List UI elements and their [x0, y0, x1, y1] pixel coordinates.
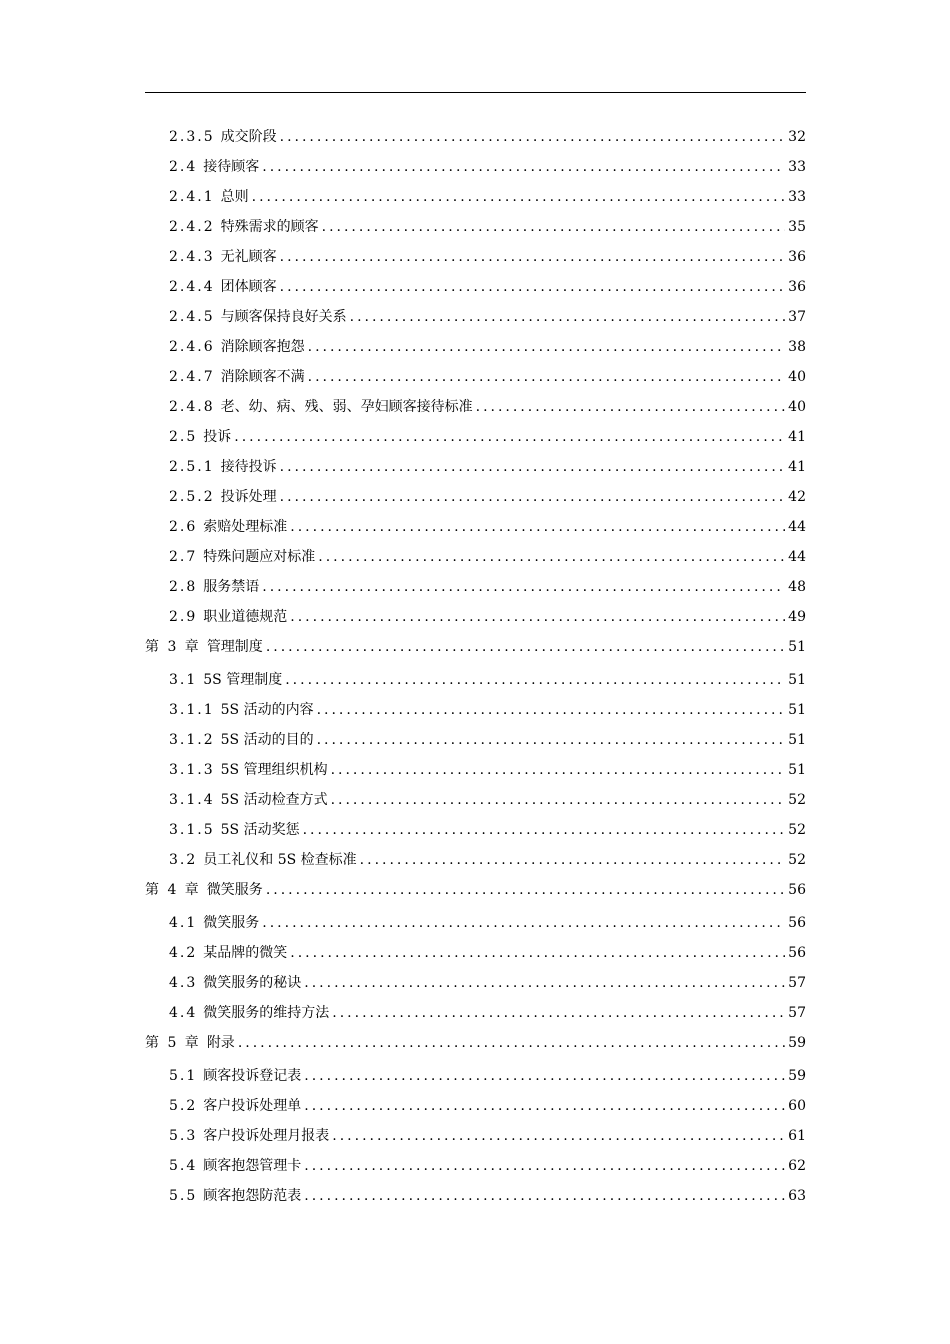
toc-dot-leader [280, 486, 786, 508]
toc-dot-leader [290, 516, 785, 538]
toc-entry-number: 2.8 [169, 579, 198, 595]
toc-entry-title: 无礼顾客 [220, 249, 277, 265]
toc-entry-number: 2.9 [169, 609, 198, 625]
toc-dot-leader [318, 546, 785, 568]
toc-entry-page-number: 49 [788, 609, 806, 625]
toc-dot-leader [266, 879, 785, 901]
toc-entry-number: 2.7 [169, 549, 198, 565]
toc-entry-number: 2.4.5 [169, 309, 215, 325]
toc-entry-page-number: 37 [788, 309, 806, 325]
toc-entry-title: 5S 管理制度 [203, 672, 283, 688]
toc-dot-leader [252, 186, 786, 208]
toc-entry[interactable] [169, 759, 806, 781]
toc-entry-number: 2.4.4 [169, 279, 215, 295]
toc-entry-title: 特殊需求的顾客 [220, 219, 319, 235]
toc-entry-number: 4.3 [169, 975, 198, 991]
toc-entry-page-number: 35 [788, 219, 806, 235]
toc-dot-leader [280, 246, 786, 268]
toc-dot-leader [304, 1065, 785, 1087]
toc-entry-title: 某品牌的微笑 [203, 945, 288, 961]
toc-dot-leader [331, 759, 786, 781]
toc-entry-number: 3.1.1 [169, 702, 215, 718]
toc-entry[interactable] [169, 426, 806, 448]
toc-dot-leader [317, 699, 786, 721]
toc-entry-page-number: 56 [788, 945, 806, 961]
toc-dot-leader [303, 819, 786, 841]
toc-entry-number: 2.4.3 [169, 249, 215, 265]
toc-entry-page-number: 52 [788, 792, 806, 808]
toc-entry-number: 2.5.2 [169, 489, 215, 505]
toc-dot-leader [360, 849, 786, 871]
toc-dot-leader [476, 396, 786, 418]
toc-entry-page-number: 56 [788, 915, 806, 931]
toc-entry[interactable] [145, 1032, 806, 1054]
toc-entry-number: 5.2 [169, 1098, 198, 1114]
toc-entry-page-number: 40 [788, 399, 806, 415]
toc-dot-leader [304, 1185, 785, 1207]
toc-entry-number: 2.4.8 [169, 399, 215, 415]
toc-entry-page-number: 52 [788, 852, 806, 868]
toc-entry-page-number: 51 [788, 639, 806, 655]
toc-entry[interactable] [169, 1065, 806, 1087]
toc-entry-number: 2.4.7 [169, 369, 215, 385]
toc-entry-page-number: 42 [788, 489, 806, 505]
toc-entry[interactable] [169, 186, 806, 208]
toc-dot-leader [262, 156, 785, 178]
toc-entry-number: 3.1 [169, 672, 198, 688]
toc-dot-leader [332, 1125, 785, 1147]
toc-entry[interactable] [169, 1095, 806, 1117]
toc-entry[interactable] [169, 972, 806, 994]
toc-entry[interactable] [145, 636, 806, 658]
toc-dot-leader [290, 606, 785, 628]
toc-dot-leader [304, 972, 785, 994]
toc-entry[interactable] [169, 306, 806, 328]
toc-dot-leader [304, 1155, 785, 1177]
toc-entry-page-number: 38 [788, 339, 806, 355]
toc-entry-title: 消除顾客抱怨 [220, 339, 305, 355]
toc-dot-leader [285, 669, 785, 691]
toc-entry-page-number: 51 [788, 672, 806, 688]
toc-entry-page-number: 52 [788, 822, 806, 838]
toc-entry-page-number: 61 [788, 1128, 806, 1144]
toc-entry-title: 老、幼、病、残、弱、孕妇顾客接待标准 [220, 399, 473, 415]
toc-entry[interactable] [169, 126, 806, 148]
toc-dot-leader [280, 126, 786, 148]
toc-dot-leader [332, 1002, 785, 1024]
toc-entry[interactable] [169, 912, 806, 934]
toc-dot-leader [262, 912, 785, 934]
toc-dot-leader [280, 456, 786, 478]
toc-entry-number: 2.4.2 [169, 219, 215, 235]
toc-entry-title: 投诉 [203, 429, 232, 445]
toc-entry-page-number: 51 [788, 702, 806, 718]
toc-entry[interactable] [169, 366, 806, 388]
toc-entry[interactable] [169, 729, 806, 751]
toc-entry-page-number: 57 [788, 975, 806, 991]
toc-entry-number: 第 3 章 [145, 639, 201, 655]
toc-entry-title: 与顾客保持良好关系 [220, 309, 347, 325]
toc-entry[interactable] [169, 576, 806, 598]
toc-dot-leader [238, 1032, 785, 1054]
toc-entry-page-number: 51 [788, 762, 806, 778]
toc-entry-page-number: 62 [788, 1158, 806, 1174]
toc-entry-title: 顾客抱怨防范表 [203, 1188, 302, 1204]
toc-entry-page-number: 41 [788, 429, 806, 445]
toc-entry-number: 4.1 [169, 915, 198, 931]
toc-entry[interactable] [169, 486, 806, 508]
toc-entry-number: 3.2 [169, 852, 198, 868]
toc-entry-page-number: 32 [788, 129, 806, 145]
toc-entry-title: 5S 活动检查方式 [220, 792, 328, 808]
toc-dot-leader [317, 729, 786, 751]
toc-entry-number: 第 4 章 [145, 882, 201, 898]
toc-entry-title: 附录 [206, 1035, 235, 1051]
toc-entry-number: 5.1 [169, 1068, 198, 1084]
toc-entry[interactable] [169, 276, 806, 298]
toc-entry-page-number: 40 [788, 369, 806, 385]
toc-entry-title: 投诉处理 [220, 489, 277, 505]
toc-entry-page-number: 56 [788, 882, 806, 898]
toc-entry-title: 员工礼仪和 5S 检查标准 [203, 852, 357, 868]
toc-entry[interactable] [169, 156, 806, 178]
toc-entry-page-number: 33 [788, 189, 806, 205]
toc-dot-leader [234, 426, 785, 448]
toc-entry-title: 接待顾客 [203, 159, 260, 175]
toc-entry-number: 2.3.5 [169, 129, 215, 145]
toc-dot-leader [308, 336, 786, 358]
toc-entry-number: 2.5 [169, 429, 198, 445]
toc-entry-page-number: 51 [788, 732, 806, 748]
toc-entry[interactable] [169, 396, 806, 418]
toc-dot-leader [322, 216, 786, 238]
toc-entry[interactable] [169, 1002, 806, 1024]
toc-entry-page-number: 33 [788, 159, 806, 175]
toc-entry[interactable] [169, 669, 806, 691]
toc-entry-page-number: 59 [788, 1035, 806, 1051]
toc-entry-page-number: 57 [788, 1005, 806, 1021]
toc-entry[interactable] [169, 246, 806, 268]
toc-entry-number: 5.3 [169, 1128, 198, 1144]
toc-dot-leader [280, 276, 786, 298]
toc-entry-title: 团体顾客 [220, 279, 277, 295]
toc-entry-title: 成交阶段 [220, 129, 277, 145]
toc-entry-title: 客户投诉处理单 [203, 1098, 302, 1114]
toc-entry[interactable] [169, 216, 806, 238]
toc-entry-title: 服务禁语 [203, 579, 260, 595]
toc-entry-title: 5S 活动的内容 [220, 702, 314, 718]
toc-entry[interactable] [169, 819, 806, 841]
toc-entry-number: 2.4.1 [169, 189, 215, 205]
toc-entry-title: 5S 管理组织机构 [220, 762, 328, 778]
toc-dot-leader [308, 366, 786, 388]
toc-entry-title: 顾客投诉登记表 [203, 1068, 302, 1084]
toc-entry[interactable] [169, 849, 806, 871]
toc-entry-title: 5S 活动奖惩 [220, 822, 300, 838]
toc-entry[interactable] [169, 1125, 806, 1147]
toc-entry-page-number: 48 [788, 579, 806, 595]
toc-entry-page-number: 36 [788, 249, 806, 265]
toc-entry-title: 微笑服务 [203, 915, 260, 931]
toc-entry-title: 5S 活动的目的 [220, 732, 314, 748]
toc-entry-title: 职业道德规范 [203, 609, 288, 625]
toc-entry-page-number: 63 [788, 1188, 806, 1204]
toc-entry[interactable] [169, 456, 806, 478]
toc-dot-leader [266, 636, 785, 658]
toc-dot-leader [304, 1095, 785, 1117]
toc-dot-leader [331, 789, 786, 811]
toc-entry-page-number: 60 [788, 1098, 806, 1114]
toc-entry-title: 微笑服务的维持方法 [203, 1005, 330, 1021]
toc-entry-number: 3.1.2 [169, 732, 215, 748]
toc-entry[interactable] [169, 516, 806, 538]
toc-entry-number: 5.4 [169, 1158, 198, 1174]
toc-entry-title: 总则 [220, 189, 249, 205]
toc-entry-title: 顾客抱怨管理卡 [203, 1158, 302, 1174]
toc-entry-title: 消除顾客不满 [220, 369, 305, 385]
toc-entry-page-number: 36 [788, 279, 806, 295]
toc-dot-leader [290, 942, 785, 964]
toc-entry-number: 2.5.1 [169, 459, 215, 475]
toc-entry[interactable] [145, 879, 806, 901]
toc-entry[interactable] [169, 546, 806, 568]
toc-entry-number: 4.2 [169, 945, 198, 961]
toc-entry-page-number: 44 [788, 549, 806, 565]
toc-entry-number: 4.4 [169, 1005, 198, 1021]
toc-entry[interactable] [169, 1185, 806, 1207]
toc-entry[interactable] [169, 942, 806, 964]
toc-entry-title: 管理制度 [206, 639, 263, 655]
toc-entry-title: 客户投诉处理月报表 [203, 1128, 330, 1144]
toc-entry-title: 微笑服务 [206, 882, 263, 898]
toc-entry-page-number: 41 [788, 459, 806, 475]
toc-entry-number: 2.6 [169, 519, 198, 535]
toc-entry-title: 接待投诉 [220, 459, 277, 475]
toc-entry-title: 微笑服务的秘诀 [203, 975, 302, 991]
toc-dot-leader [350, 306, 786, 328]
toc-entry-number: 3.1.4 [169, 792, 215, 808]
toc-entry-page-number: 59 [788, 1068, 806, 1084]
toc-entry-page-number: 44 [788, 519, 806, 535]
toc-dot-leader [262, 576, 785, 598]
toc-entry-title: 索赔处理标准 [203, 519, 288, 535]
toc-entry-number: 2.4 [169, 159, 198, 175]
toc-entry-title: 特殊问题应对标准 [203, 549, 316, 565]
toc-entry-number: 3.1.3 [169, 762, 215, 778]
toc-entry[interactable] [169, 1155, 806, 1177]
toc-entry-number: 第 5 章 [145, 1035, 201, 1051]
toc-entry[interactable] [169, 606, 806, 628]
toc-entry-number: 2.4.6 [169, 339, 215, 355]
toc-entry[interactable] [169, 699, 806, 721]
toc-entry-number: 3.1.5 [169, 822, 215, 838]
toc-entry[interactable] [169, 336, 806, 358]
toc-entry-number: 5.5 [169, 1188, 198, 1204]
toc-entry[interactable] [169, 789, 806, 811]
